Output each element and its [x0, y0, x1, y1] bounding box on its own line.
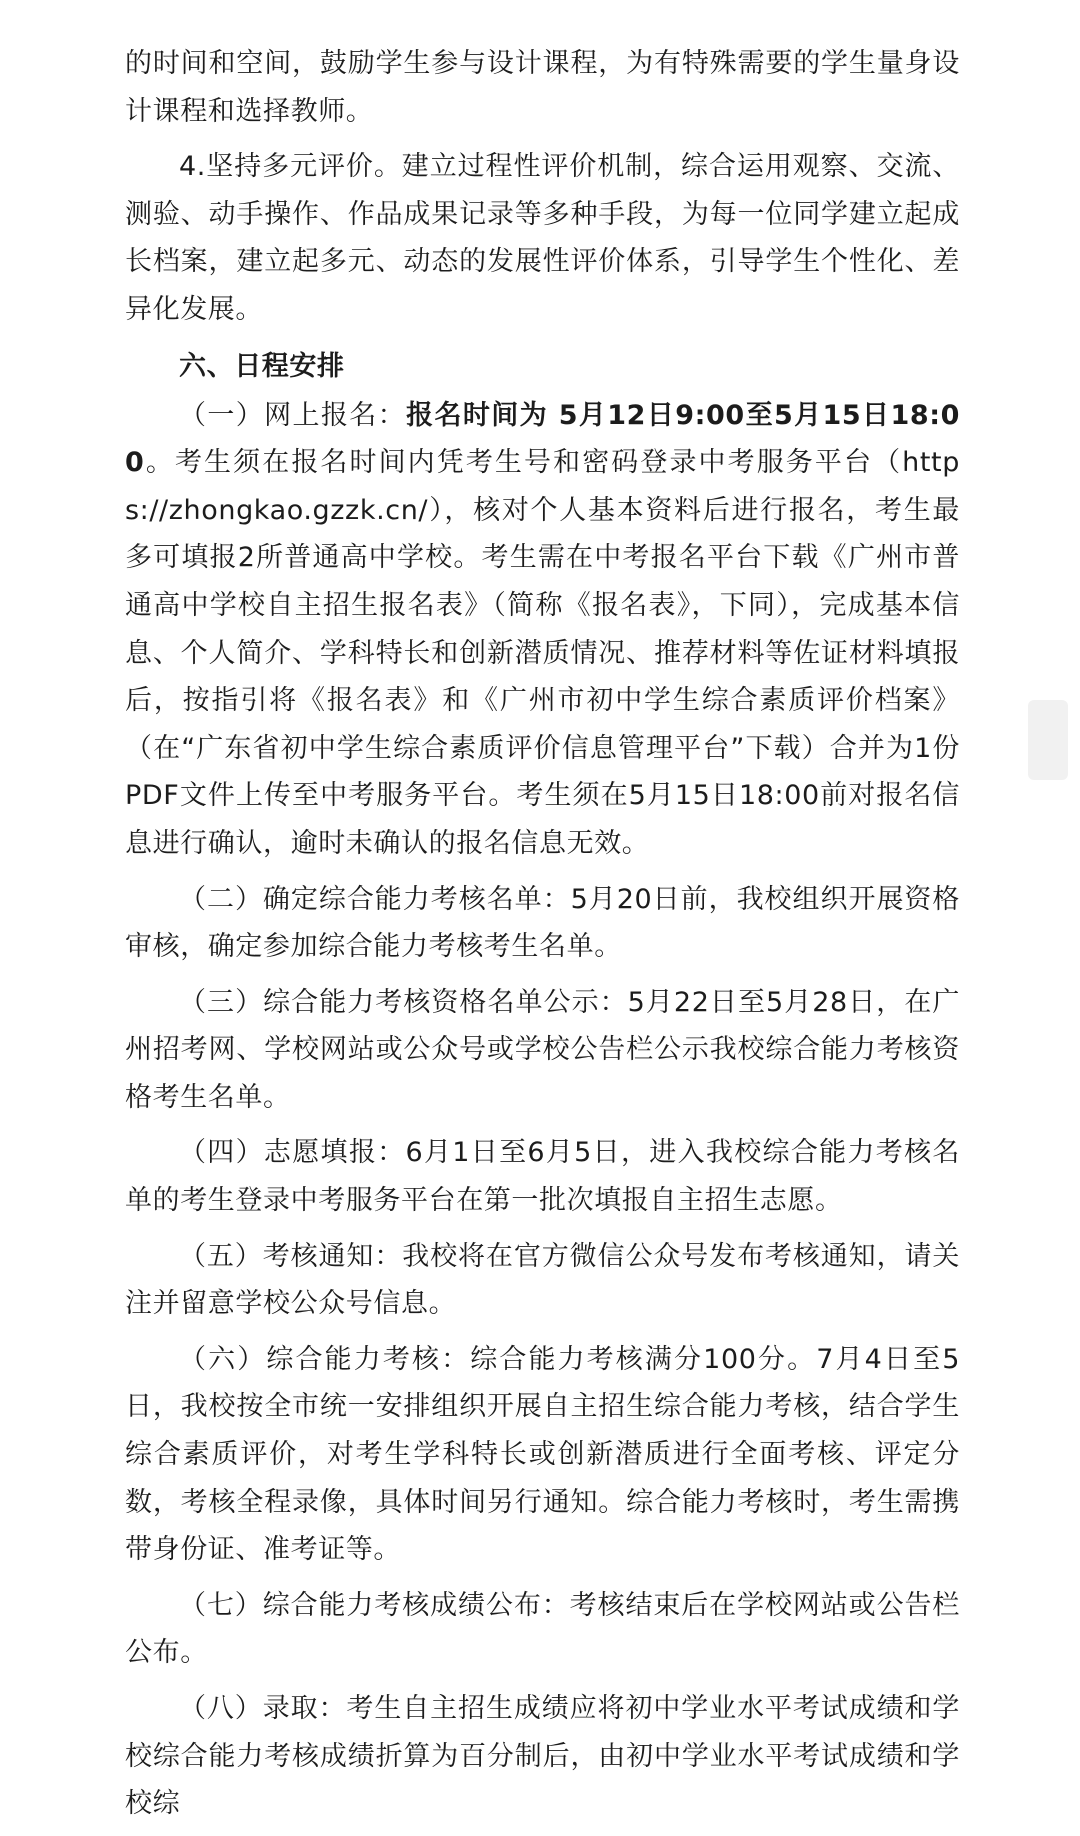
schedule-item-1-prefix: （一）网上报名： — [179, 399, 407, 431]
schedule-item-1-text: 。考生须在报名时间内凭考生号和密码登录中考服务平台（https://zhongkao.gzzk.cn/），核对个人基本资料后进行报名，考生最多可填报2所普通高中学校。考生需在中考报名平台下载《广州市普通高中学校自主招生报名表》（简称《报名表》，下同），完成基本信息、个人简介、学科特长和创新潜质情况、推荐材料等佐证材料填报后，按指引将《报名表》和《广州市初中学生综合素质评价档案》（在“广东省初中学生综合素质评价信息管理平台”下载）合并为1份PDF文件上传至中考服务平台。考生须在5月15日18:00前对报名信息进行确认，逾时未确认的报名信息无效。 — [125, 447, 960, 859]
schedule-item-1 — [125, 392, 960, 868]
document-page — [125, 40, 960, 1836]
schedule-item-3: （三）综合能力考核资格名单公示：5月22日至5月28日，在广州招考网、学校网站或公众号或学校公告栏公示我校综合能力考核资格考生名单。 — [125, 986, 960, 1113]
schedule-item-2: （二）确定综合能力考核名单：5月20日前，我校组织开展资格审核，确定参加综合能力考核考生名单。 — [125, 883, 960, 963]
registration-time-bold: 报名时间为 5月12日9:00至5月15日18:00 — [125, 399, 960, 479]
edge-overlay-mark — [1028, 700, 1068, 780]
section-heading-schedule: 六、日程安排 — [179, 350, 345, 382]
schedule-item-6: （六）综合能力考核：综合能力考核满分100分。7月4日至5日，我校按全市统一安排组织开展自主招生综合能力考核，结合学生综合素质评价，对考生学科特长或创新潜质进行全面考核、评定分数，考核全程录像，具体时间另行通知。综合能力考核时，考生需携带身份证、准考证等。 — [125, 1343, 960, 1566]
paragraph-point-4: 4.坚持多元评价。建立过程性评价机制，综合运用观察、交流、测验、动手操作、作品成果记录等多种手段，为每一位同学建立起成长档案，建立起多元、动态的发展性评价体系，引导学生个性化、差异化发展。 — [125, 151, 960, 325]
schedule-item-7: （七）综合能力考核成绩公布：考核结束后在学校网站或公告栏公布。 — [125, 1589, 960, 1669]
schedule-item-4: （四）志愿填报：6月1日至6月5日，进入我校综合能力考核名单的考生登录中考服务平台在第一批次填报自主招生志愿。 — [125, 1137, 960, 1217]
paragraph-continuation: 的时间和空间，鼓励学生参与设计课程，为有特殊需要的学生量身设计课程和选择教师。 — [125, 48, 960, 127]
schedule-item-8: （八）录取：考生自主招生成绩应将初中学业水平考试成绩和学校综合能力考核成绩折算为百分制后，由初中学业水平考试成绩和学校综 — [125, 1693, 960, 1820]
schedule-item-5: （五）考核通知：我校将在官方微信公众号发布考核通知，请关注并留意学校公众号信息。 — [125, 1240, 960, 1320]
